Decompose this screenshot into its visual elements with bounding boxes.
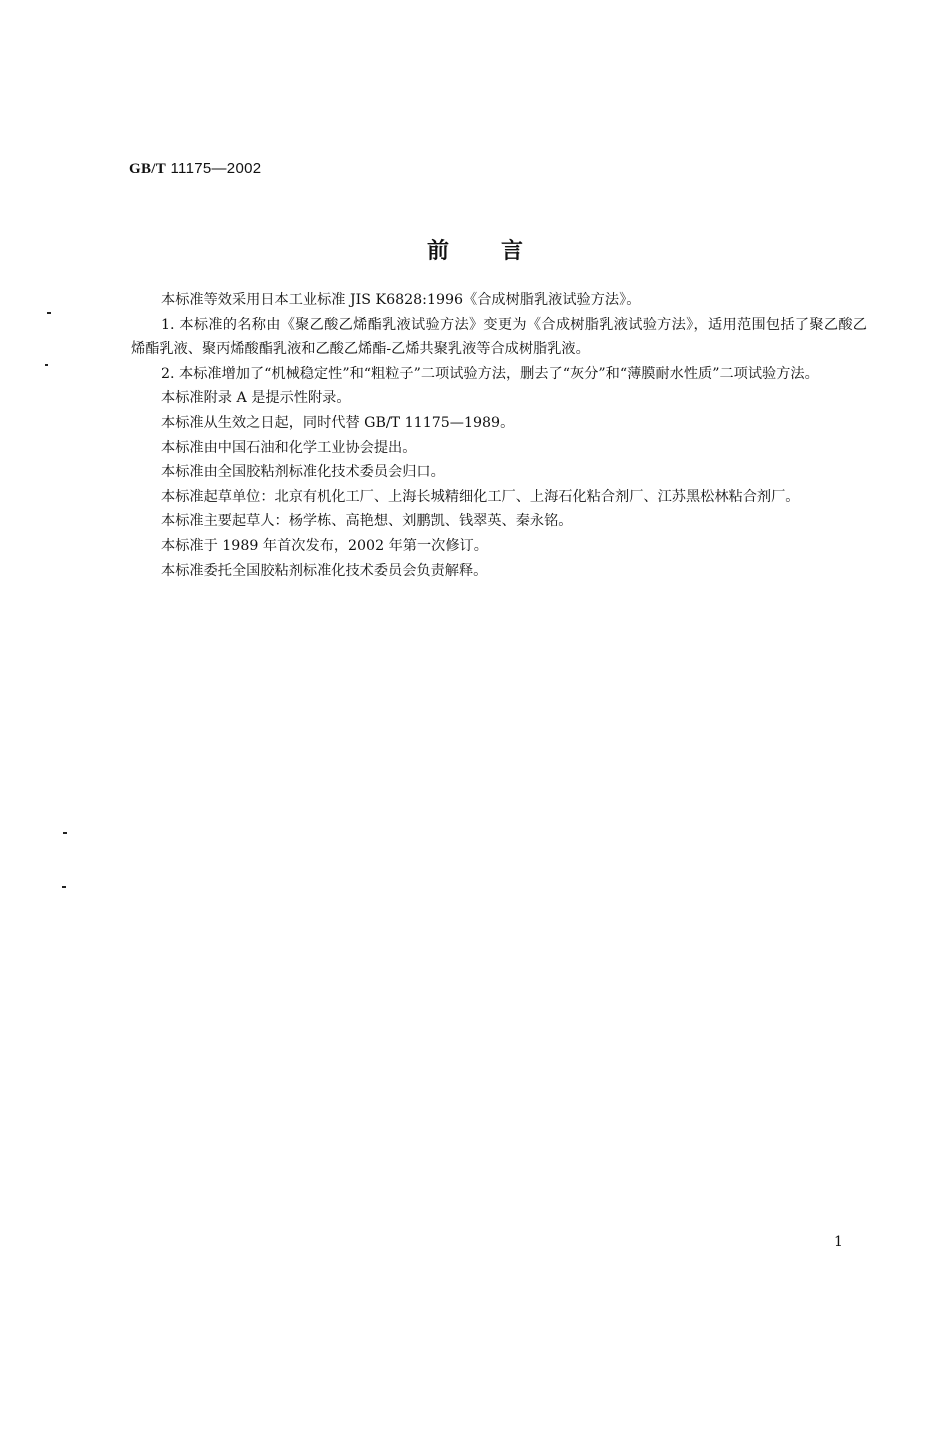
paragraph-change-2: 2. 本标准增加了“机械稳定性”和“粗粒子”二项试验方法，删去了“灰分”和“薄膜耐水性质”二项试验方法。 xyxy=(161,365,819,382)
standard-prefix: GB/T xyxy=(129,161,167,177)
paragraph-change-1: 1. 本标准的名称由《聚乙酸乙烯酯乳液试验方法》变更为《合成树脂乳液试验方法》，适用范围包括了聚乙酸乙烯酯乳液、聚丙烯酸酯乳液和乙酸乙烯酯-乙烯共聚乳液等合成树脂乳液。 xyxy=(131,316,867,358)
paragraph-replaces: 本标准从生效之日起，同时代替 GB/T 11175—1989。 xyxy=(161,414,515,431)
paragraph-history: 本标准于 1989 年首次发布，2002 年第一次修订。 xyxy=(161,537,488,554)
paragraph-appendix: 本标准附录 A 是提示性附录。 xyxy=(161,390,351,407)
scan-mark xyxy=(45,364,48,366)
paragraph-interpretation: 本标准委托全国胶粘剂标准化技术委员会负责解释。 xyxy=(161,562,488,579)
scan-mark xyxy=(63,832,67,834)
page-number: 1 xyxy=(834,1234,843,1250)
paragraph-proposed-by: 本标准由中国石油和化学工业协会提出。 xyxy=(161,439,417,456)
paragraph-equivalence: 本标准等效采用日本工业标准 JIS K6828:1996《合成树脂乳液试验方法》。 xyxy=(161,292,641,308)
standard-number xyxy=(129,160,261,178)
paragraph-centralized-by: 本标准由全国胶粘剂标准化技术委员会归口。 xyxy=(161,464,445,481)
page-title: 前言 xyxy=(426,239,575,264)
paragraph-drafting-units: 本标准起草单位：北京有机化工厂、上海长城精细化工厂、上海石化粘合剂厂、江苏黑松林粘合剂厂。 xyxy=(161,488,800,505)
foreword-body xyxy=(131,288,867,583)
paragraph-drafters: 本标准主要起草人：杨学栋、高艳想、刘鹏凯、钱翠英、秦永铭。 xyxy=(161,513,573,530)
scan-mark xyxy=(47,312,51,314)
scan-mark xyxy=(62,886,66,888)
standard-code: 11175—2002 xyxy=(170,160,262,177)
